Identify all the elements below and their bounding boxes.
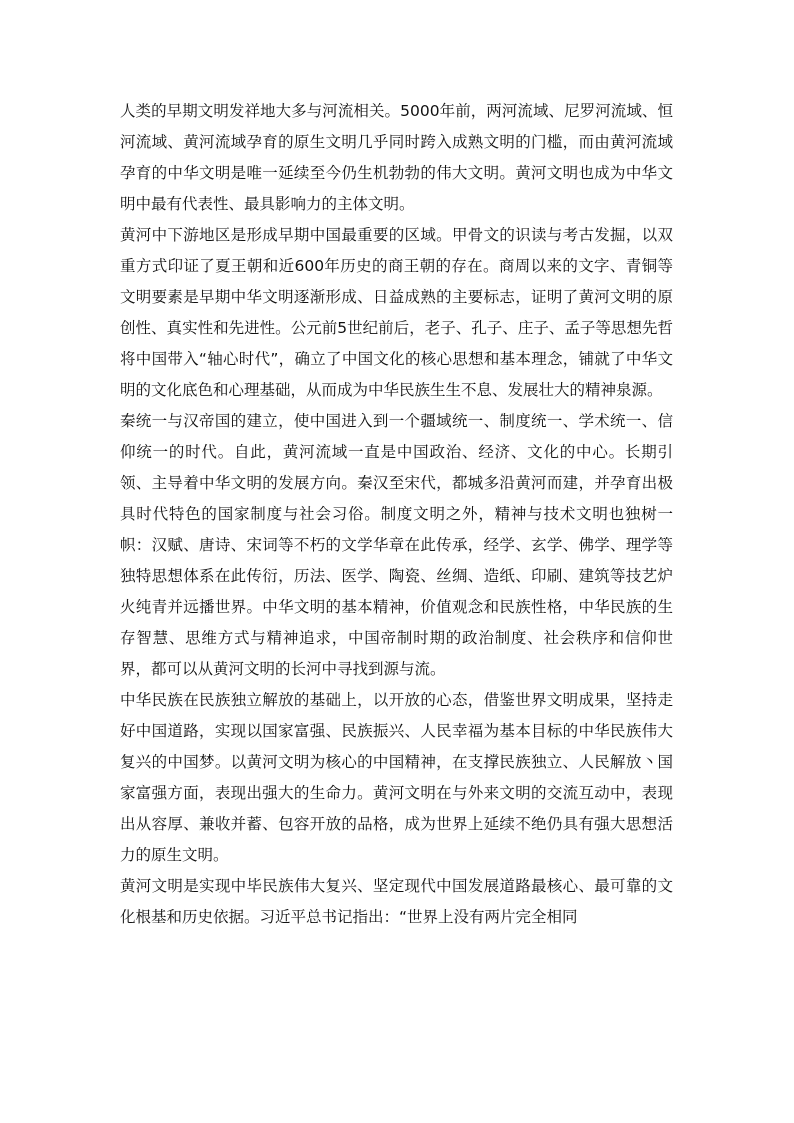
paragraph-5: 黄河文明是实现中毕民族伟大复兴、坚定现代中国发展道路最核心、最可靠的文化根基和历史依据。习近平总书记指出：“世界上没有两片完全相同 (120, 877, 673, 926)
paragraph-3: 秦统一与汉帝国的建立，使中国进入到一个疆域统一、制度统一、学术统一、信仰统一的时代。自此，黄河流域一直是中国政治、经济、文化的中心。长期引领、主导着中华文明的发展方向。秦汉至宋代，都城多沿黄河而建，并孕育出极具时代特色的国家制度与社会习俗。制度文明之外，精神与技术文明也独树一帜：汉赋、唐诗、宋词等不朽的文学华章在此传承，经学、玄学、佛学、理学等独特思想体系在此传衍，历法、医学、陶瓷、丝绸、造纸、印刷、建筑等技艺炉火纯青并远播世界。中华文明的基本精神，价值观念和民族性格，中华民族的生存智慧、思维方式与精神追求，中国帝制时期的政治制度、社会秩序和信仰世界，都可以从黄河文明的长河中寻找到源与流。 (120, 412, 673, 678)
paragraph-1: 人类的早期文明发祥地大多与河流相关。5000年前，两河流域、尼罗河流域、恒河流域、黄河流域孕育的原生文明几乎同时跨入成熟文明的门槛，而由黄河流域孕育的中华文明是唯一延续至今仍生机勃勃的伟大文明。黄河文明也成为中华文明中最有代表性、最具影响力的主体文明。 (120, 102, 673, 213)
document-body (120, 96, 673, 933)
paragraph-2: 黄河中下游地区是形成早期中国最重要的区域。甲骨文的识读与考古发掘，以双重方式印证了夏王朝和近600年历史的商王朝的存在。商周以来的文字、青铜等文明要素是早期中华文明逐渐形成、日益成熟的主要标志，证明了黄河文明的原创性、真实性和先进性。公元前5世纪前后，老子、孔子、庄子、孟子等思想先哲将中国带入“轴心时代”，确立了中国文化的核心思想和基本理念，铺就了中华文明的文化底色和心理基础，从而成为中华民族生生不息、发展壮大的精神泉源。 (120, 226, 673, 399)
paragraph-4: 中华民族在民族独立解放的基础上，以开放的心态，借鉴世界文明成果，坚持走好中国道路，实现以国家富强、民族振兴、人民幸福为基本目标的中华民族伟大复兴的中国梦。以黄河文明为核心的中国精神，在支撑民族独立、人民解放丶国家富强方面，表现出强大的生命力。黄河文明在与外来文明的交流互动中，表现出从容厚、兼收并蓄、包容开放的品格，成为世界上延续不绝仍具有强大思想活力的原生文明。 (120, 691, 673, 864)
